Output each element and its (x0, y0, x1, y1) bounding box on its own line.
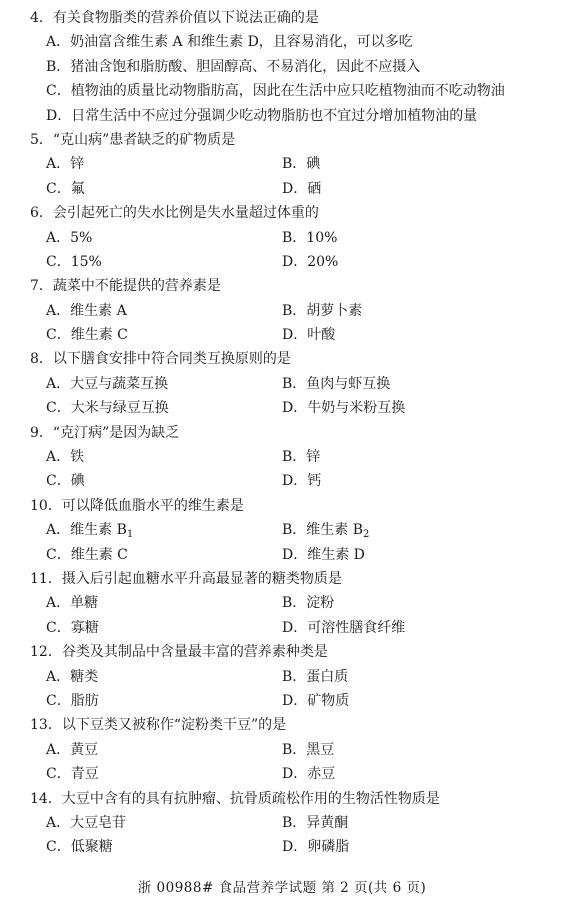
option-letter: C． (46, 839, 71, 856)
option-text: 维生素 B (70, 522, 127, 539)
option-letter: D． (282, 766, 308, 783)
option-d (280, 396, 405, 420)
question-stem: 11．摄入后引起血糖水平升高最显著的糖类物质是 (30, 570, 342, 587)
option-c (0, 177, 280, 201)
option-c (0, 323, 280, 347)
option-letter: C． (46, 619, 71, 636)
option-b (280, 518, 369, 542)
option-letter: A． (46, 449, 71, 466)
exam-page (0, 6, 564, 860)
option-b: B．猪油含饱和脂肪酸、胆固醇高、不易消化，因此不应摄入 (46, 58, 421, 75)
option-letter: B． (282, 595, 307, 612)
option-a (0, 665, 280, 689)
option-text: 维生素 C (70, 546, 128, 563)
option-b (280, 226, 337, 250)
option-d (280, 250, 338, 274)
option-text: 氟 (70, 180, 85, 197)
question-stem: 12．谷类及其制品中含量最丰富的营养素种类是 (30, 644, 328, 661)
option-c: C．植物油的质量比动物脂肪高，因此在生活中应只吃植物油而不吃动物油 (46, 83, 505, 100)
question-10 (0, 494, 564, 567)
option-text: 矿物质 (307, 692, 350, 709)
option-d (280, 177, 321, 201)
option-letter: D． (282, 619, 308, 636)
option-d (280, 469, 321, 493)
option-a (0, 738, 280, 762)
option-d (280, 543, 365, 567)
question-4 (0, 6, 564, 128)
option-text: 青豆 (70, 766, 99, 783)
question-5 (0, 128, 564, 201)
option-letter: A． (46, 156, 71, 173)
option-letter: A． (46, 302, 71, 319)
option-letter: A． (46, 595, 71, 612)
option-a (0, 445, 280, 469)
page-footer: 浙 00988# 食品营养学试题 第 2 页(共 6 页) (137, 880, 427, 896)
option-letter: A． (46, 741, 71, 758)
option-c (0, 689, 280, 713)
option-text: 碘 (70, 473, 85, 490)
option-d (280, 835, 349, 859)
option-letter: B． (282, 375, 307, 392)
option-letter: C． (46, 180, 71, 197)
subscript: 2 (363, 529, 370, 541)
option-a (0, 811, 280, 835)
option-letter: C． (46, 546, 71, 563)
option-letter: B． (282, 229, 307, 246)
option-a: A．奶油富含维生素 A 和维生素 D，且容易消化，可以多吃 (46, 34, 413, 51)
option-text: 鱼肉与虾互换 (306, 375, 391, 392)
option-a (0, 518, 280, 542)
option-letter: C． (46, 400, 71, 417)
option-c (0, 543, 280, 567)
option-text: 单糖 (70, 595, 99, 612)
question-stem: 4．有关食物脂类的营养价值以下说法正确的是 (30, 10, 319, 26)
option-letter: A． (46, 229, 71, 246)
option-d (280, 323, 335, 347)
option-b (280, 591, 334, 615)
option-text: 黑豆 (306, 741, 335, 758)
option-letter: C． (46, 327, 71, 344)
option-d (280, 762, 335, 786)
option-text: 卵磷脂 (307, 839, 350, 856)
option-text: 15% (70, 253, 102, 270)
option-letter: A． (46, 375, 71, 392)
option-text: 异黄酮 (306, 814, 349, 831)
option-letter: D． (282, 180, 308, 197)
option-letter: D． (282, 400, 308, 417)
option-text: 10% (306, 229, 338, 246)
option-c (0, 835, 280, 859)
question-11 (0, 567, 564, 640)
option-text: 钙 (307, 473, 322, 490)
option-text: 蛋白质 (306, 668, 349, 685)
option-text: 维生素 D (307, 546, 365, 563)
option-text: 铁 (70, 449, 85, 466)
option-text: 锌 (306, 449, 321, 466)
option-b (280, 811, 348, 835)
option-text: 赤豆 (307, 766, 336, 783)
question-6 (0, 201, 564, 274)
option-text: 可溶性膳食纤维 (307, 619, 406, 636)
option-text: 黄豆 (70, 741, 99, 758)
option-text: 低聚糖 (70, 839, 113, 856)
option-letter: B． (282, 741, 307, 758)
option-text: 糖类 (70, 668, 99, 685)
option-letter: B． (282, 814, 307, 831)
question-14 (0, 787, 564, 860)
option-c (0, 616, 280, 640)
option-letter: C． (46, 766, 71, 783)
question-stem: 9．“克汀病”是因为缺乏 (30, 424, 180, 441)
option-text: 淀粉 (306, 595, 335, 612)
option-text: 大豆与蔬菜互换 (70, 375, 169, 392)
option-b (280, 152, 320, 176)
option-letter: C． (46, 253, 71, 270)
question-stem: 10．可以降低血脂水平的维生素是 (30, 497, 244, 514)
option-b (280, 445, 320, 469)
option-b (280, 372, 390, 396)
question-stem: 6．会引起死亡的失水比例是失水量超过体重的 (30, 205, 319, 222)
option-text: 胡萝卜素 (306, 302, 363, 319)
option-letter: D． (282, 546, 308, 563)
option-d (280, 689, 349, 713)
option-text: 5% (70, 229, 93, 246)
option-text: 锌 (70, 156, 85, 173)
option-letter: D． (282, 692, 308, 709)
option-letter: B． (282, 449, 307, 466)
option-b (280, 665, 348, 689)
option-letter: B． (282, 522, 307, 539)
option-text: 大米与绿豆互换 (70, 400, 169, 417)
option-text: 脂肪 (70, 692, 99, 709)
option-text: 维生素 A (70, 302, 127, 319)
option-letter: C． (46, 692, 71, 709)
option-letter: D． (282, 253, 308, 270)
option-b (280, 299, 362, 323)
option-d: D．日常生活中不应过分强调少吃动物脂肪也不宜过分增加植物油的量 (46, 107, 478, 124)
question-7 (0, 274, 564, 347)
question-stem: 14．大豆中含有的具有抗肿瘤、抗骨质疏松作用的生物活性物质是 (30, 790, 440, 807)
option-letter: D． (282, 327, 308, 344)
question-13 (0, 713, 564, 786)
option-a (0, 299, 280, 323)
option-text: 大豆皂苷 (70, 814, 127, 831)
option-c (0, 250, 280, 274)
option-a (0, 226, 280, 250)
subscript: 1 (126, 529, 134, 541)
option-a (0, 372, 280, 396)
option-text: 20% (307, 253, 339, 270)
option-text: 维生素 C (70, 327, 128, 344)
option-d (280, 616, 405, 640)
option-text: 维生素 B (306, 522, 364, 539)
question-stem: 7．蔬菜中不能提供的营养素是 (30, 278, 221, 295)
question-12 (0, 640, 564, 713)
option-b (280, 738, 334, 762)
option-a (0, 591, 280, 615)
option-c (0, 396, 280, 420)
question-stem: 13．以下豆类又被称作“淀粉类干豆”的是 (30, 717, 287, 734)
question-9 (0, 421, 564, 494)
option-letter: D． (282, 839, 308, 856)
option-text: 碘 (306, 156, 321, 173)
option-letter: C． (46, 473, 71, 490)
option-c (0, 469, 280, 493)
option-text: 硒 (307, 180, 322, 197)
question-stem: 5．“克山病”患者缺乏的矿物质是 (30, 131, 236, 148)
option-text: 叶酸 (307, 327, 336, 344)
question-stem: 8．以下膳食安排中符合同类互换原则的是 (30, 351, 291, 368)
question-8 (0, 347, 564, 420)
option-text: 牛奶与米粉互换 (307, 400, 406, 417)
option-letter: B． (282, 668, 307, 685)
option-letter: B． (282, 156, 307, 173)
option-letter: A． (46, 814, 71, 831)
option-letter: B． (282, 302, 307, 319)
option-c (0, 762, 280, 786)
option-letter: A． (46, 522, 71, 539)
option-text: 寡糖 (70, 619, 99, 636)
option-a (0, 152, 280, 176)
option-letter: A． (46, 668, 71, 685)
option-letter: D． (282, 473, 308, 490)
